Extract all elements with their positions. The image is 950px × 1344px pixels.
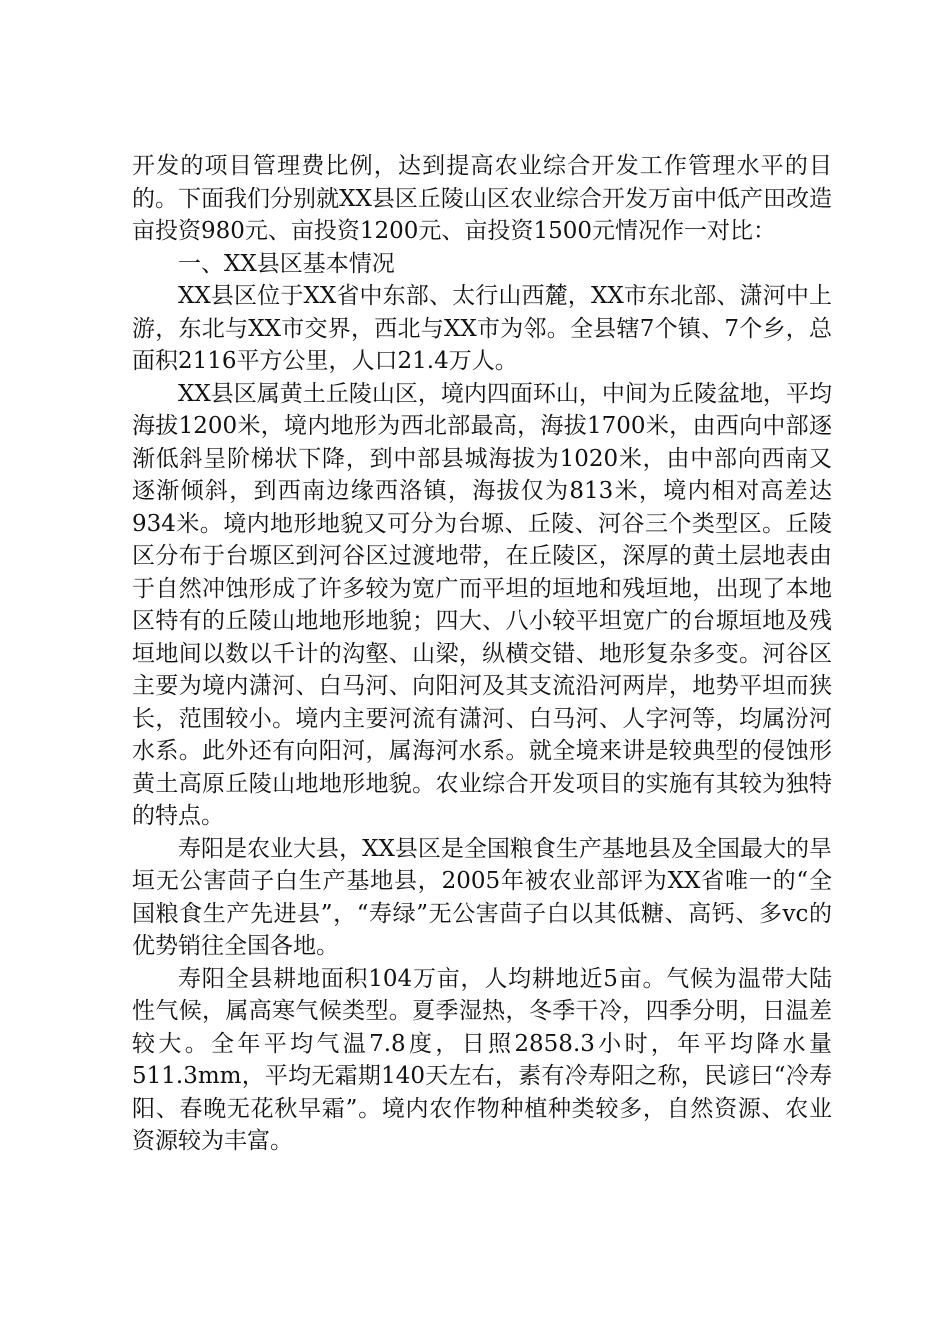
paragraph-intro: 开发的项目管理费比例，达到提高农业综合开发工作管理水平的目的。下面我们分别就XX县区丘陵山区农业综合开发万亩中低产田改造亩投资980元、亩投资1200元、亩投资1500元情况作一对比： [132, 153, 832, 244]
paragraph-location: XX县区位于XX省中东部、太行山西麓，XX市东北部、潇河中上游，东北与XX市交界，西北与XX市为邻。全县辖7个镇、7个乡，总面积2116平方公里，人口21.4万人。 [132, 283, 832, 374]
document-body [132, 150, 832, 1158]
section-heading: 一、XX县区基本情况 [178, 250, 395, 277]
paragraph-terrain: XX县区属黄土丘陵山区，境内四面环山，中间为丘陵盆地，平均海拔1200米，境内地形为西北部最高，海拔1700米，由西向中部逐渐低斜呈阶梯状下降，到中部县城海拔为1020米，由中部向西南又逐渐倾斜，到西南边缘西洛镇，海拔仅为813米，境内相对高差达934米。境内地形地貌又可分为台塬、丘陵、河谷三个类型区。丘陵区分布于台塬区到河谷区过渡地带，在丘陵区，深厚的黄土层地表由于自然冲蚀形成了许多较为宽广而平坦的垣地和残垣地，出现了本地区特有的丘陵山地地形地貌；四大、八小较平坦宽广的台塬垣地及残垣地间以数以千计的沟壑、山梁，纵横交错、地形复杂多变。河谷区主要为境内潇河、白马河、向阳河及其支流沿河两岸，地势平坦而狭长，范围较小。境内主要河流有潇河、白马河、人字河等，均属汾河水系。此外还有向阳河，属海河水系。就全境来讲是较典型的侵蚀形黄土高原丘陵山地地形地貌。农业综合开发项目的实施有其较为独特的特点。 [132, 380, 832, 829]
paragraph-climate: 寿阳全县耕地面积104万亩，人均耕地近5亩。气候为温带大陆性气候，属高寒气候类型。夏季湿热，冬季干冷，四季分明，日温差较大。全年平均气温7.8度，日照2858.3小时，年平均降水量511.3mm，平均无霜期140天左右，素有冷寿阳之称，民谚曰“冷寿阳、春晚无花秋早霜”。境内农作物种植种类较多，自然资源、农业资源较为丰富。 [132, 965, 832, 1154]
paragraph-agriculture: 寿阳是农业大县，XX县区是全国粮食生产基地县及全国最大的旱垣无公害茴子白生产基地县，2005年被农业部评为XX省唯一的“全国粮食生产先进县”，“寿绿”无公害茴子白以其低糖、高钙、多vc的优势销往全国各地。 [132, 835, 832, 959]
